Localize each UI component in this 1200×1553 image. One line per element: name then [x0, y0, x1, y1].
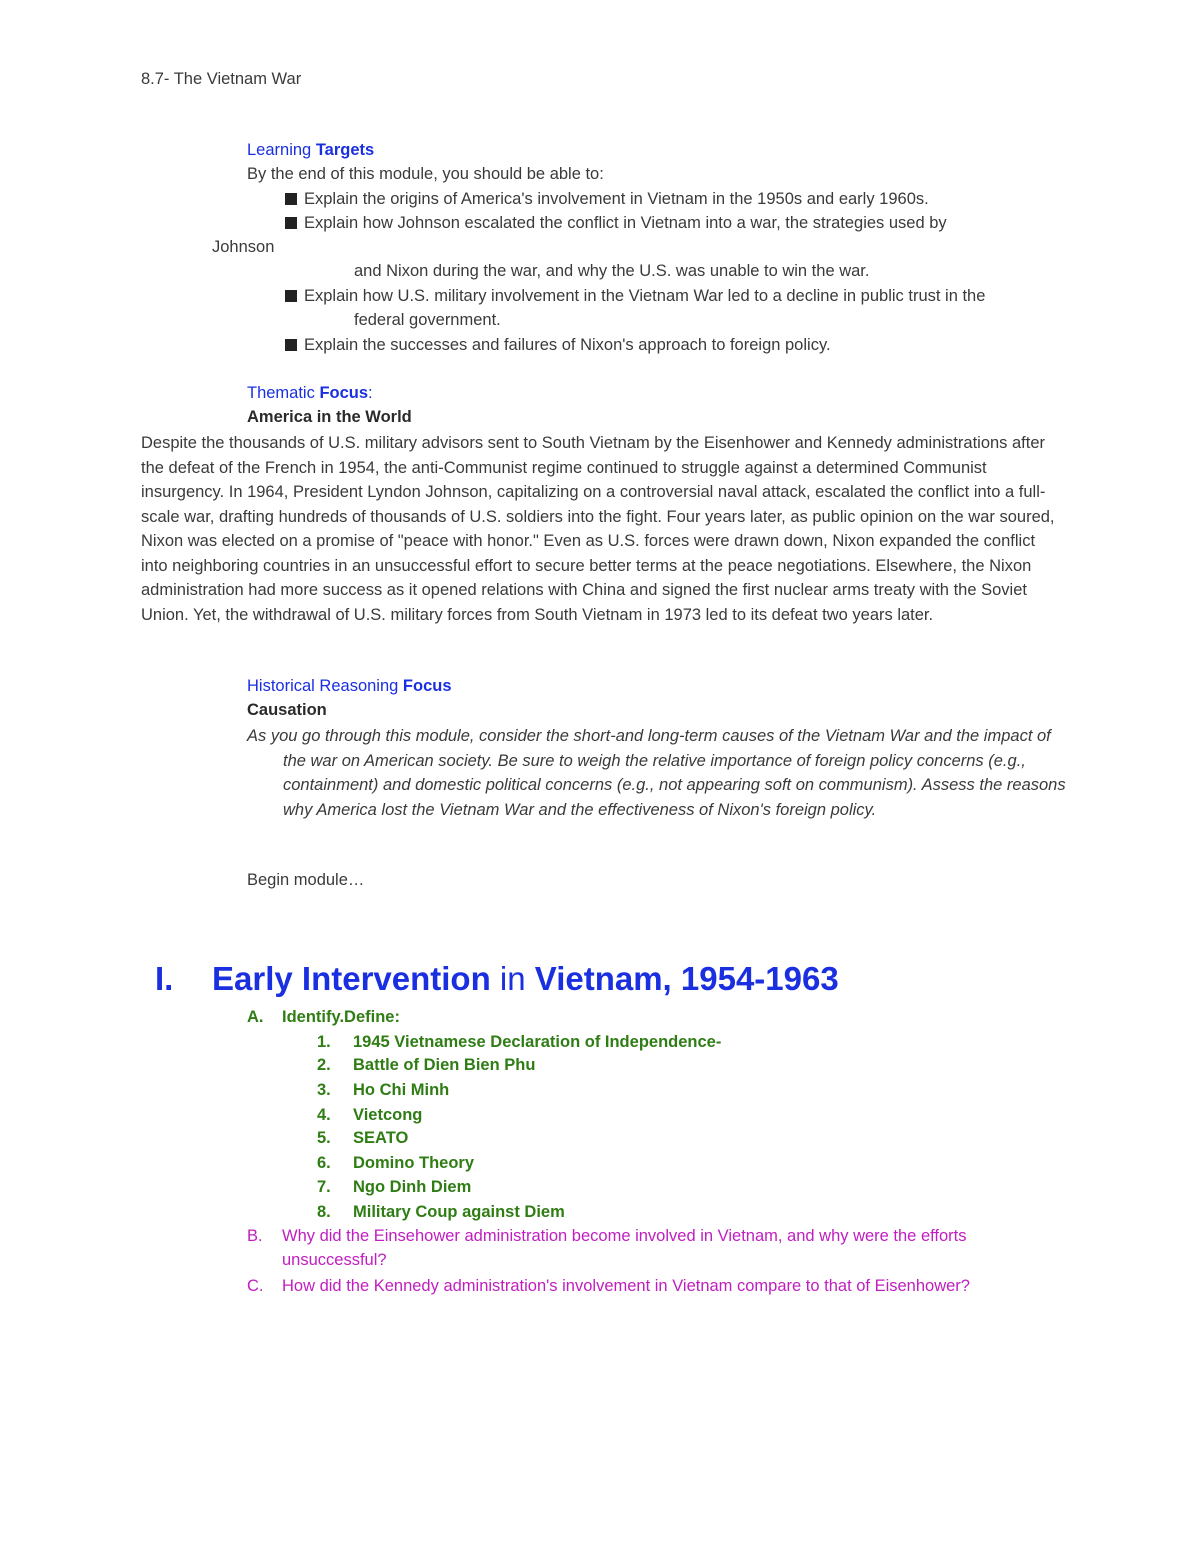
begin-module-text: Begin module…: [247, 871, 365, 889]
term-text: Military Coup against Diem: [353, 1203, 565, 1221]
term-item: [317, 1081, 449, 1100]
learning-target-continuation: and Nixon during the war, and why the U.S. was unable to win the war.: [354, 262, 870, 280]
learning-target-text: Explain the successes and failures of Nixon's approach to foreign policy.: [304, 336, 831, 354]
term-number: 6.: [317, 1154, 331, 1172]
learning-targets-intro: By the end of this module, you should be able to:: [247, 165, 604, 183]
term-text: Ho Chi Minh: [353, 1081, 450, 1099]
part-a-letter: A.: [247, 1008, 264, 1026]
part-a-heading: [247, 1008, 400, 1027]
thematic-heading-part3: :: [368, 384, 373, 402]
term-number: 5.: [317, 1129, 331, 1147]
square-bullet-icon: [285, 339, 297, 351]
learning-targets-heading: [247, 141, 374, 160]
part-c-question: [247, 1277, 970, 1296]
term-text: 1945 Vietnamese Declaration of Independence-: [353, 1033, 722, 1051]
part-c-text: How did the Kennedy administration's involvement in Vietnam compare to that of Eisenhower?: [282, 1277, 970, 1295]
learning-target-item: [285, 336, 831, 355]
learning-target-text: Explain how Johnson escalated the conflict in Vietnam into a war, the strategies used by: [304, 214, 947, 232]
term-number: 2.: [317, 1056, 331, 1074]
square-bullet-icon: [285, 290, 297, 302]
term-number: 3.: [317, 1081, 331, 1099]
square-bullet-icon: [285, 217, 297, 229]
learning-target-text: Explain how U.S. military involvement in the Vietnam War led to a decline in public trust in the: [304, 287, 986, 305]
learning-target-continuation: federal government.: [354, 311, 501, 329]
section-title-part3: Vietnam, 1954-1963: [534, 960, 839, 997]
thematic-focus-heading: [247, 384, 373, 403]
part-b-continuation: unsuccessful?: [282, 1251, 387, 1269]
term-item: [317, 1154, 474, 1173]
reasoning-focus-heading: [247, 677, 452, 696]
reasoning-heading-part1: Historical Reasoning: [247, 677, 403, 695]
thematic-subheading: America in the World: [247, 408, 412, 426]
thematic-heading-part1: Thematic: [247, 384, 320, 402]
term-number: 4.: [317, 1106, 331, 1124]
term-text: Battle of Dien Bien Phu: [353, 1056, 536, 1074]
section-title-part1: Early Intervention: [212, 960, 491, 997]
reasoning-heading-part2: Focus: [402, 677, 452, 695]
term-text: Domino Theory: [353, 1154, 475, 1172]
part-b-letter: B.: [247, 1227, 263, 1245]
section-title-part2: in: [490, 960, 535, 997]
term-item: [317, 1033, 721, 1052]
part-a-label: Identify.Define:: [282, 1008, 400, 1026]
reasoning-paragraph: As you go through this module, consider the short-and long-term causes of the Vietnam War and the impact of the war on American society. Be sure to weigh the relative importance of foreign policy concerns (e.g., containment) and domestic political concerns (e.g., not appearing soft on communism). Assess the reasons why America lost the Vietnam War and the effectiveness of Nixon's foreign policy.: [247, 727, 1066, 819]
term-item: [317, 1178, 471, 1197]
term-number: 8.: [317, 1203, 331, 1221]
term-item: [317, 1203, 565, 1222]
section-heading: [155, 960, 839, 998]
term-text: SEATO: [353, 1129, 409, 1147]
term-number: 7.: [317, 1178, 331, 1196]
term-text: Ngo Dinh Diem: [353, 1178, 472, 1196]
term-number: 1.: [317, 1033, 331, 1051]
term-item: [317, 1129, 408, 1148]
page-title: 8.7- The Vietnam War: [141, 70, 302, 88]
learning-targets-heading-part1: Learning: [247, 141, 316, 159]
square-bullet-icon: [285, 193, 297, 205]
part-b-text: Why did the Einsehower administration become involved in Vietnam, and why were the efforts: [282, 1227, 967, 1245]
learning-target-text: Explain the origins of America's involvement in Vietnam in the 1950s and early 1960s.: [304, 190, 929, 208]
learning-target-item: [285, 214, 947, 233]
thematic-overview-paragraph: Despite the thousands of U.S. military advisors sent to South Vietnam by the Eisenhower and Kennedy administrations after the defeat of the French in 1954, the anti-Communist regime continued to struggle against a determined Communist insurgency. In 1964, President Lyndon Johnson, capitalizing on a controversial naval attack, escalated the conflict into a full-scale war, drafting hundreds of thousands of U.S. soldiers into the fight. Four years later, as public opinion on the war soured, Nixon was elected on a promise of "peace with honor." Even as U.S. forces were drawn down, Nixon expanded the conflict into neighboring countries in an unsuccessful effort to secure better terms at the peace negotiations. Elsewhere, the Nixon administration had more success as it opened relations with China and signed the first nuclear arms treaty with the Soviet Union. Yet, the withdrawal of U.S. military forces from South Vietnam in 1973 led to its defeat two years later.: [141, 434, 1055, 624]
section-numeral: I.: [155, 960, 174, 997]
learning-target-item: [285, 287, 985, 306]
part-c-letter: C.: [247, 1277, 264, 1295]
thematic-heading-part2: Focus: [319, 384, 369, 402]
term-item: [317, 1056, 535, 1075]
learning-targets-heading-part2: Targets: [315, 141, 375, 159]
reasoning-subheading: Causation: [247, 701, 327, 719]
term-text: Vietcong: [353, 1106, 423, 1124]
learning-target-wrap: Johnson: [212, 238, 275, 256]
learning-target-item: [285, 190, 929, 209]
part-b-question: [247, 1227, 967, 1246]
term-item: [317, 1106, 422, 1125]
